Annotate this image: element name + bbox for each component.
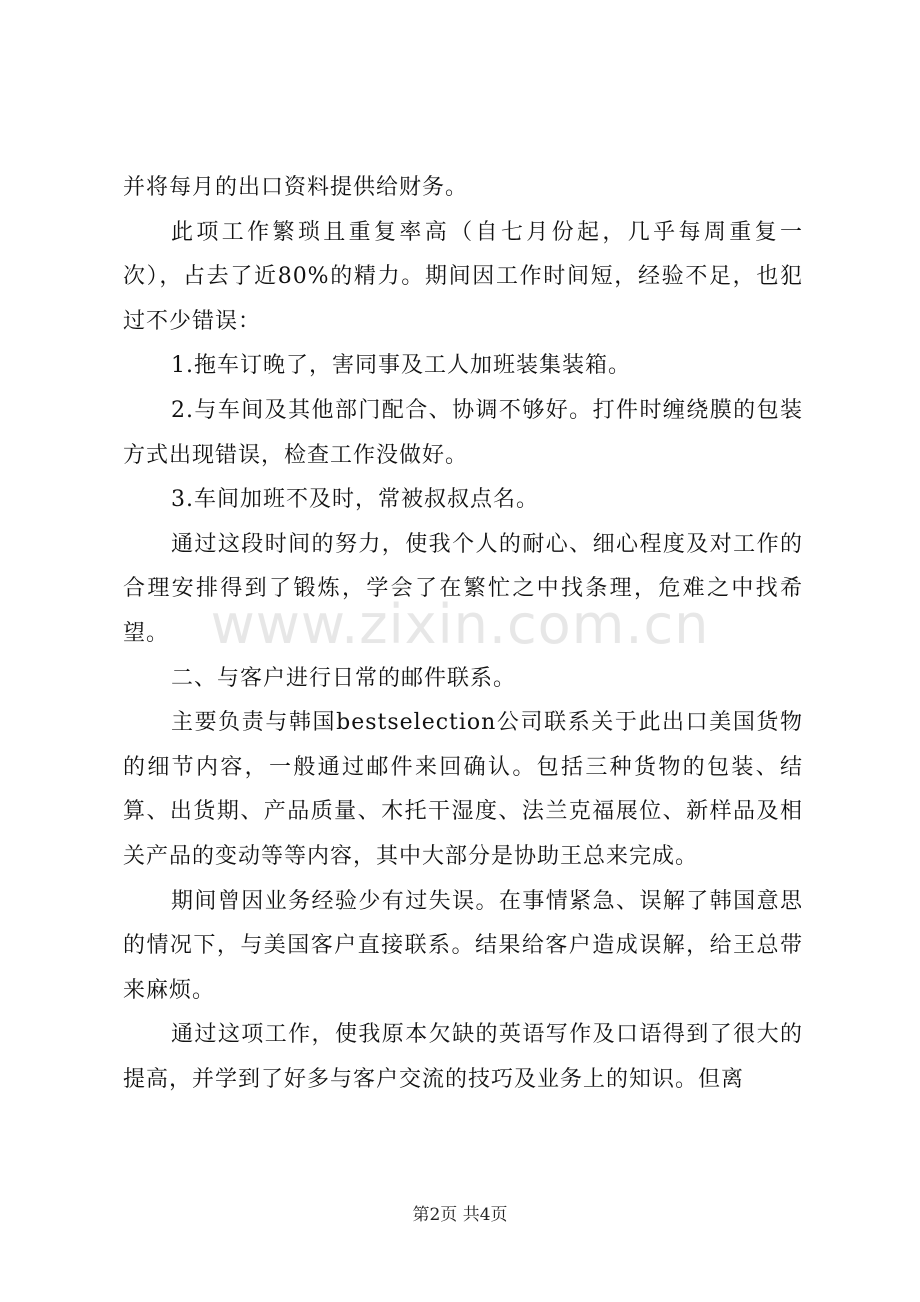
page-footer	[0, 1200, 920, 1225]
document-body	[123, 166, 803, 1102]
watermark: www.zixin.com.cn	[210, 593, 710, 656]
paragraph-8: 主要负责与韩国bestselection公司联系关于此出口美国货物的细节内容，一般通过邮件来回确认。包括三种货物的包装、结算、出货期、产品质量、木托干湿度、法兰克福展位、新样品及相关产品的变动等等内容，其中大部分是协助王总来完成。	[123, 710, 803, 869]
paragraph-2: 此项工作繁琐且重复率高（自七月份起，几乎每周重复一次），占去了近80%的精力。期间因工作时间短，经验不足，也犯过不少错误：	[123, 219, 803, 334]
paragraph-4: 2.与车间及其他部门配合、协调不够好。打件时缠绕膜的包装方式出现错误，检查工作没做好。	[123, 397, 803, 468]
section-heading: 二、与客户进行日常的邮件联系。	[171, 665, 517, 691]
paragraph-9: 期间曾因业务经验少有过失误。在事情紧急、误解了韩国意思的情况下，与美国客户直接联系。结果给客户造成误解，给王总带来麻烦。	[123, 888, 803, 1003]
page-number: 第2页 共4页	[412, 1205, 508, 1225]
paragraph-6: 通过这段时间的努力，使我个人的耐心、细心程度及对工作的合理安排得到了锻炼，学会了在繁忙之中找条理，危难之中找希望。	[123, 531, 803, 646]
paragraph-1: 并将每月的出口资料提供给财务。	[123, 175, 469, 200]
paragraph-5: 3.车间加班不及时，常被叔叔点名。	[171, 487, 539, 513]
paragraph-10: 通过这项工作，使我原本欠缺的英语写作及口语得到了很大的提高，并学到了好多与客户交流的技巧及业务上的知识。但离	[123, 1022, 803, 1092]
paragraph-3: 1.拖车订晚了，害同事及工人加班装集装箱。	[171, 353, 631, 379]
